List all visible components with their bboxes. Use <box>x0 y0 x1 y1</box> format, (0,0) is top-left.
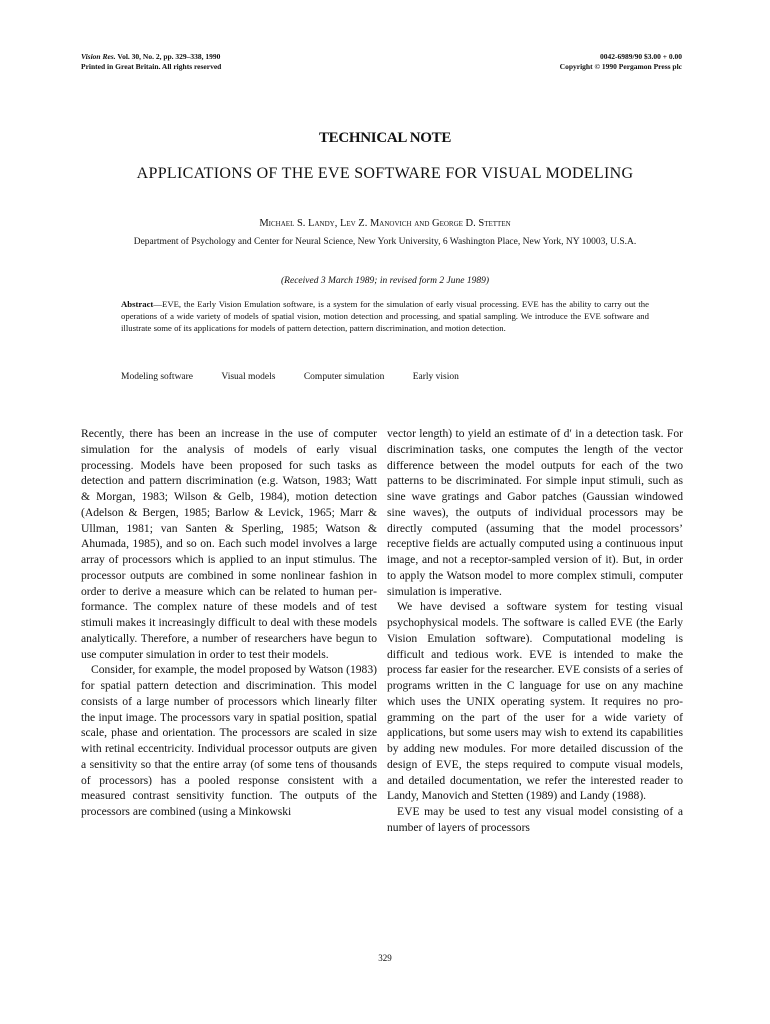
abstract-text: —EVE, the Early Vision Emulation software, is a system for the simulation of early visual processing. EVE has the ability to carry out the operations of a wide variety of models of spatial vision, motion detection and processing, and spatial sampling. We introduce the EVE software and illustrate some of its applications for models of pattern detection, pattern discrimination, and motion detection. <box>121 299 649 333</box>
printed-notice: Printed in Great Britain. All rights reserved <box>81 62 222 71</box>
abstract <box>121 299 649 334</box>
keyword: Computer simulation <box>303 372 385 382</box>
body-paragraph: vector length) to yield an estimate of d′ in a detection task. For discrimination tasks, one computes the length of the vector difference between the model outputs for each of the two patterns to be discriminated. For simple input stimuli, such as sine wave gratings and Gabor patches (Gaussian windowed sine waves), the outputs of individual processors may be directly computed (assuming that the model processors’ receptive fields are actually computed using a continuous input image, and not a receptor-sampled version of it). But, in order to apply the Watson model to more complex stimuli, computer simulation is imperative. <box>387 427 683 598</box>
body-paragraph: EVE may be used to test any visual model consisting of a number of layers of processors <box>387 805 683 834</box>
body-paragraph: We have devised a software system for testing visual psychophysical models. The software is called EVE (the Early Vision Emulation software). Computational modeling is difficult and tedious work. EVE is intended to make the process far easier for the researcher. EVE consists of a series of programs written in the C language for use on any machine which uses the UNIX operating system. It requires no programming on the part of the user for a wide variety of applications, but some users may wish to extend its capabilities by adding new modules. For more detailed discussion of the design of EVE, the steps required to compute visual models, and detailed documentation, we refer the interested reader to Landy, Manovich and Stetten (1989) and Landy (1988). <box>387 600 683 803</box>
journal-header-right <box>480 52 682 72</box>
author-affiliation: Department of Psychology and Center for Neural Science, New York University, 6 Washington Place, New York, NY 10003, U.S.A. <box>133 237 637 247</box>
journal-citation: Vol. 30, No. 2, pp. 329–338, 1990 <box>117 52 221 61</box>
keyword: Modeling software <box>121 372 194 382</box>
body-paragraph: Consider, for example, the model proposed by Watson (1983) for spatial pattern detection and discrimination. This model consists of a large number of processors which linearly filter the input image. The processors vary in spatial position, spatial scale, phase and orientation. The processors are scaled in size with retinal eccentricity. Individual processor outputs are given a sensitivity so that the entire array (of some tens of thousands of processors) has a pooled response consistent with a measured contrast sensitivity function. The outputs of the processors are combined (using a Minkowski <box>81 663 377 818</box>
issn-price: 0042-6989/90 $3.00 + 0.00 <box>600 52 682 61</box>
section-label: TECHNICAL NOTE <box>318 130 452 146</box>
keyword: Visual models <box>221 372 276 382</box>
article-title: APPLICATIONS OF THE EVE SOFTWARE FOR VISUAL MODELING <box>136 165 634 182</box>
copyright-notice: Copyright © 1990 Pergamon Press plc <box>559 62 682 71</box>
body-column-left <box>81 426 377 820</box>
keyword: Early vision <box>412 372 459 382</box>
journal-citation-line <box>81 52 221 62</box>
keywords <box>121 372 661 382</box>
abstract-label: Abstract <box>121 299 154 309</box>
body-paragraph: Recently, there has been an increase in the use of computer simulation for the analysis of models of early visual processing. Models have been proposed for such tasks as detection and pattern discrimination (e.g. Watson, 1983; Watt & Morgan, 1983; Wilson & Gelb, 1984), motion detection (Adelson & Bergen, 1985; Barlow & Levick, 1965; Marr & Ullman, 1981; van Santen & Sperling, 1985; Watson & Ahumada, 1985), and so on. Each such model involves a large array of processors which is applied to an input stimulus. The processor outputs are combined in some nonlinear fashion in order to derive a measure which can be related to human performance. The complex nature of these models and of test stimuli makes it increasingly difficult to deal with these models analytically. Therefore, a number of researchers have begun to use computer simulation in order to test their models. <box>81 427 377 661</box>
article-authors: Michael S. Landy, Lev Z. Manovich and George D. Stetten <box>259 218 511 229</box>
page-number: 329 <box>378 953 392 963</box>
journal-name: Vision Res. <box>81 52 116 61</box>
received-dates: (Received 3 March 1989; in revised form 2 June 1989) <box>281 276 489 286</box>
journal-header-left <box>81 52 221 72</box>
body-column-right <box>387 426 683 836</box>
